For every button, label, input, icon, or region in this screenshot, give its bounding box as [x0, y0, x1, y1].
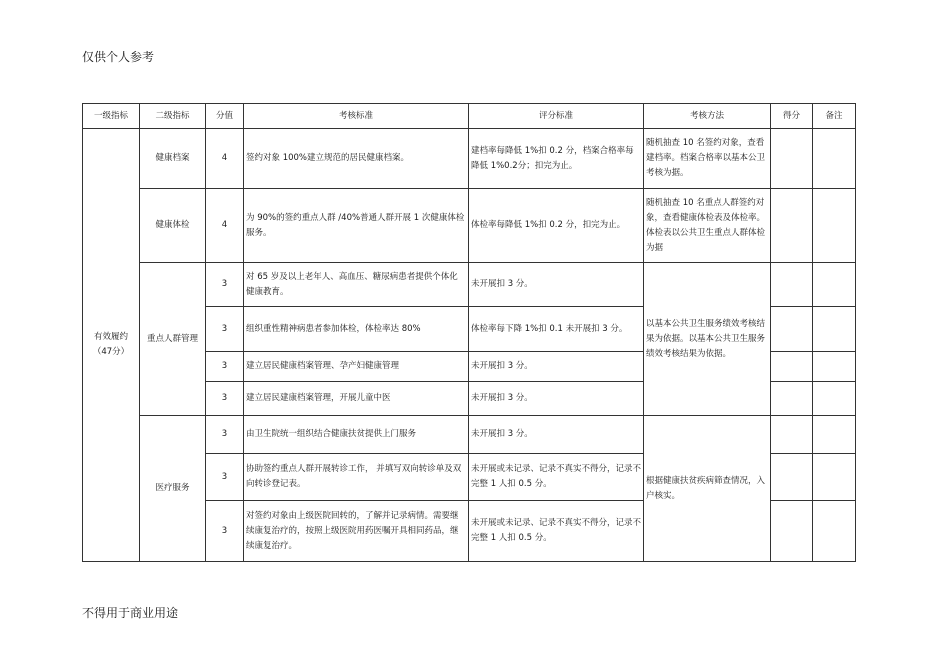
remarks-cell — [813, 382, 856, 416]
remarks-cell — [813, 454, 856, 501]
level1-cell: 有效履约（47分） — [83, 129, 140, 562]
col-header-scoring: 评分标准 — [469, 104, 644, 129]
group-medical-service: 医疗服务 — [140, 416, 206, 562]
points-cell — [771, 307, 813, 352]
remarks-cell — [813, 416, 856, 454]
col-header-level1: 一级指标 — [83, 104, 140, 129]
remarks-cell — [813, 307, 856, 352]
score-cell: 4 — [206, 129, 244, 189]
points-cell — [771, 129, 813, 189]
table-row — [83, 416, 856, 454]
group-key-population: 重点人群管理 — [140, 263, 206, 416]
scoring-cell: 体检率每降低 1%扣 0.2 分，扣完为止。 — [469, 189, 644, 263]
table-row — [83, 189, 856, 263]
table-header-row — [83, 104, 856, 129]
page-header-note: 仅供个人参考 — [82, 50, 155, 64]
scoring-cell: 未开展扣 3 分。 — [469, 382, 644, 416]
method-cell: 随机抽查 10 名签约对象，查看建档率。档案合格率以基本公卫考核为据。 — [644, 129, 771, 189]
score-cell: 3 — [206, 416, 244, 454]
score-cell: 3 — [206, 307, 244, 352]
score-cell: 4 — [206, 189, 244, 263]
standard-cell: 建立居民建康档案管理，开展儿童中医 — [244, 382, 469, 416]
score-cell: 3 — [206, 501, 244, 562]
table-row — [83, 129, 856, 189]
method-cell-merged: 根据健康扶贫疾病筛查情况，入户核实。 — [644, 416, 771, 562]
points-cell — [771, 501, 813, 562]
standard-cell: 协助签约重点人群开展转诊工作， 并填写双向转诊单及双向转诊登记表。 — [244, 454, 469, 501]
score-cell: 3 — [206, 454, 244, 501]
standard-cell: 对 65 岁及以上老年人、高血压、糖尿病患者提供个体化健康教育。 — [244, 263, 469, 307]
scoring-cell: 未开展扣 3 分。 — [469, 263, 644, 307]
standard-cell: 建立居民健康档案管理、孕产妇健康管理 — [244, 352, 469, 382]
remarks-cell — [813, 263, 856, 307]
score-cell: 3 — [206, 263, 244, 307]
col-header-standard: 考核标准 — [244, 104, 469, 129]
col-header-score: 分值 — [206, 104, 244, 129]
scoring-cell: 未开展或未记录、记录不真实不得分，记录不完整 1 人扣 0.5 分。 — [469, 501, 644, 562]
points-cell — [771, 382, 813, 416]
remarks-cell — [813, 189, 856, 263]
remarks-cell — [813, 352, 856, 382]
score-cell: 3 — [206, 382, 244, 416]
points-cell — [771, 454, 813, 501]
group-health-records: 健康档案 — [140, 129, 206, 189]
method-cell-merged: 以基本公共卫生服务绩效考核结果为依据。以基本公共卫生服务绩效考核结果为依据。 — [644, 263, 771, 416]
standard-cell: 为 90%的签约重点人群 /40%普通人群开展 1 次健康体检服务。 — [244, 189, 469, 263]
col-header-points: 得分 — [771, 104, 813, 129]
group-health-checkup: 健康体检 — [140, 189, 206, 263]
scoring-cell: 未开展或未记录、记录不真实不得分，记录不完整 1 人扣 0.5 分。 — [469, 454, 644, 501]
points-cell — [771, 263, 813, 307]
points-cell — [771, 416, 813, 454]
col-header-remarks: 备注 — [813, 104, 856, 129]
standard-cell: 签约对象 100%建立规范的居民健康档案。 — [244, 129, 469, 189]
scoring-cell: 建档率每降低 1%扣 0.2 分，档案合格率每降低 1%0.2分；扣完为止。 — [469, 129, 644, 189]
points-cell — [771, 352, 813, 382]
col-header-method: 考核方法 — [644, 104, 771, 129]
table-row — [83, 263, 856, 307]
standard-cell: 对签约对象由上级医院回转的，了解并记录病情。需要继续康复治疗的，按照上级医院用药医嘱开具相同药品，继续康复治疗。 — [244, 501, 469, 562]
standard-cell: 由卫生院统一组织结合健康扶贫提供上门服务 — [244, 416, 469, 454]
scoring-cell: 未开展扣 3 分。 — [469, 416, 644, 454]
remarks-cell — [813, 501, 856, 562]
standard-cell: 组织重性精神病患者参加体检，体检率达 80% — [244, 307, 469, 352]
points-cell — [771, 189, 813, 263]
page-footer-note: 不得用于商业用途 — [82, 606, 179, 620]
scoring-cell: 体检率每下降 1%扣 0.1 未开展扣 3 分。 — [469, 307, 644, 352]
col-header-level2: 二级指标 — [140, 104, 206, 129]
remarks-cell — [813, 129, 856, 189]
score-cell: 3 — [206, 352, 244, 382]
assessment-table — [82, 103, 856, 562]
method-cell: 随机抽查 10 名重点人群签约对象，查看健康体检表及体检率。体检表以公共卫生重点人群体检为据 — [644, 189, 771, 263]
scoring-cell: 未开展扣 3 分。 — [469, 352, 644, 382]
